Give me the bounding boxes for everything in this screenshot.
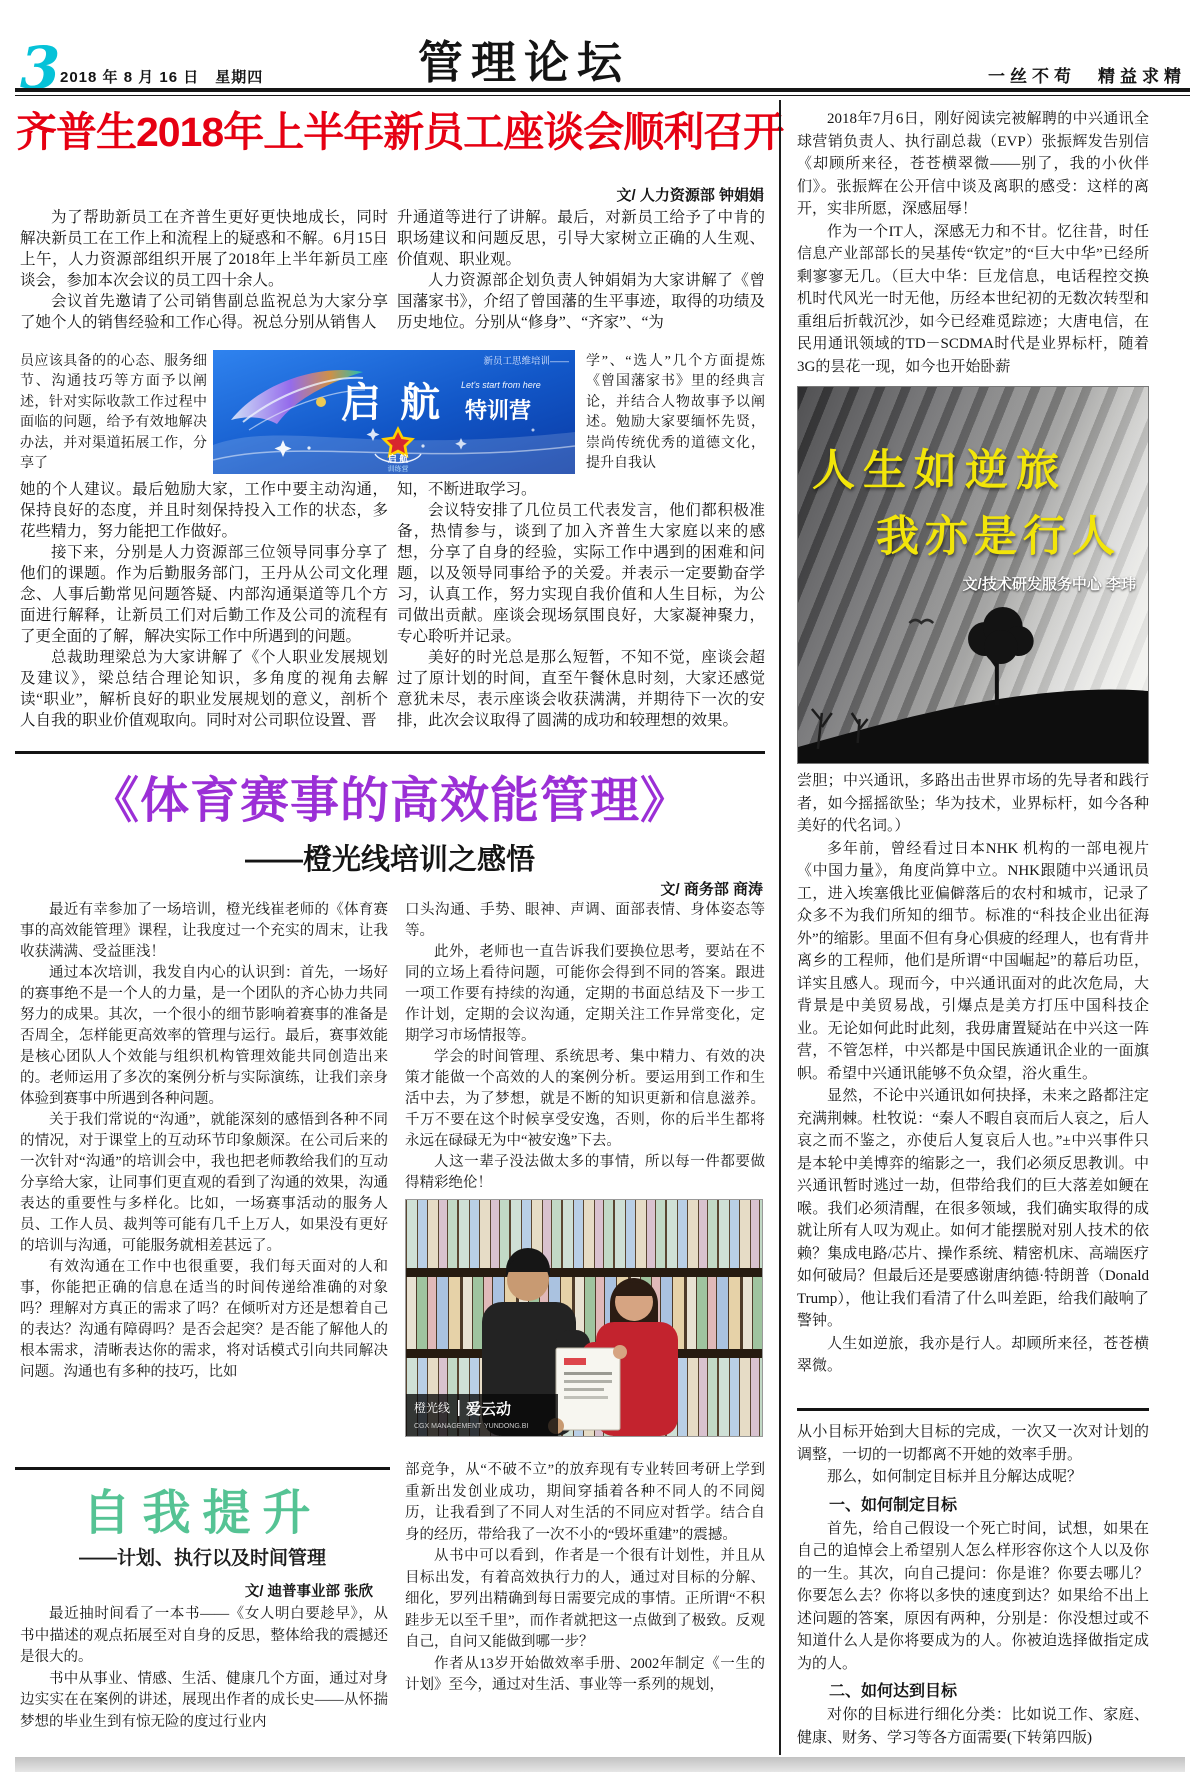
article1-col1-block1 — [20, 207, 388, 349]
paragraph: 她的个人建议。最后勉励大家，工作中要主动沟通，保持良好的态度，并且时刻保持投入工作的状态，多花些精力，努力能把工作做好。 — [20, 481, 388, 540]
masthead-slogan: 一丝不苟 精益求精 — [988, 67, 1186, 86]
paragraph: 最近有幸参加了一场培训，橙光线崔老师的《体育赛事的高效能管理》课程，让我度过一个充实的周末，让我收获满满、受益匪浅！ — [20, 902, 388, 960]
paragraph: 书中从事业、情感、生活、健康几个方面，通过对身边实实在在案例的讲述，展现出作者的成长史——从怀揣梦想的毕业生到有惊无险的度过行业内 — [20, 1670, 388, 1730]
svg-text:启 航: 启 航 — [387, 454, 409, 464]
paragraph: 为了帮助新员工在齐普生更好更快地成长，同时解决新员工在工作上和流程上的疑惑和不解。6月15日上午，人力资源部组织开展了2018年上半年新员工座谈会，参加本次会议的员工四十余人。 — [20, 209, 388, 289]
banner-slogan-en: Let's start from here — [461, 380, 541, 390]
paragraph: 对你的目标进行细化分类：比如说工作、家庭、健康、财务、学习等各方面需要(下转第四版) — [797, 1707, 1149, 1746]
banner-tagline: 新员工思维培训—— — [483, 356, 569, 367]
paragraph: 多年前，曾经看过日本NHK 机构的一部电视片《中国力量》，角度尚算中立。NHK跟随中兴通讯员工，进入埃塞俄比亚偏僻落后的农村和城市，记录了众多不为我们所知的细节。标准的“科技企业出征海外”的缩影。里面不但有身心俱疲的经理人，也有背井离乡的工程师，他们是所谓“中国崛起”的幕后功臣，详实且感人。现而今，中兴通讯面对的此次危局，大背景是中美贸易战，引爆点是美方打压中国科技企业。无论如何此时此刻，我毋庸置疑站在中兴这一阵营，不管怎样，中兴都是中国民族通讯企业的一面旗帜。希望中兴通讯能够不负众望，浴火重生。 — [797, 840, 1149, 1082]
svg-text:训练营: 训练营 — [387, 466, 409, 473]
paragraph: 会议首先邀请了公司销售副总监祝总为大家分享了她个人的销售经验和工作心得。祝总分别从销售人 — [20, 293, 388, 331]
paragraph: 人力资源部企划负责人钟娟娟为大家讲解了《曾国藩家书》，介绍了曾国藩的生平事迹，取得的功绩及历史地位。分别从“修身”、“齐家”、“为 — [397, 272, 765, 331]
photo-watermark — [406, 1394, 558, 1436]
svg-text:爱云动: 爱云动 — [466, 1401, 512, 1418]
paragraph: 那么，如何制定目标并且分解达成呢？ — [827, 1469, 1083, 1485]
paragraph: 接下来，分别是人力资源部三位领导同事分享了他们的课题。作为后勤服务部门，王丹从公司文化理念、人事后勤常见问题答疑、内部沟通渠道等几个方面进行解释，让新员工们对后勤工作及公司的流程有了更全面的了解，解决实际工作中所遇到的问题。 — [20, 544, 388, 645]
paragraph: 会议特安排了几位员工代表发言，他们都积极准备，热情参与，谈到了加入齐普生大家庭以来的感想，分享了自身的经验，实际工作中遇到的困难和问题，以及领导同事给予的关爱。并表示一定要勤奋学习，认真工作，努力实现自我价值和人生目标，为公司做出贡献。座谈会现场氛围良好，大家凝神聚力，专心聆听并记录。 — [397, 502, 765, 645]
paragraph: 显然，不论中兴通讯如何抉择，未来之路都注定充满荆棘。杜牧说：“秦人不暇自哀而后人哀之，后人哀之而不鉴之，亦使后人复哀后人也。”±中兴事件只是本轮中美博弈的缩影之一，我们必须反思教训。中兴通讯暂时逃过一劫，但带给我们的巨大落差如鲠在喉。我们必须清醒，在很多领域，我们确实取得的成就让所有人叹为观止。如何才能摆脱对别人技术的依赖？集成电路/芯片、操作系统、精密机床、高端医疗如何破局？但最后还是要感谢唐纳德·特朗普（Donald Trump），他让我们看清了什么叫差距，给我们敲响了警钟。 — [797, 1088, 1149, 1329]
paragraph: 人生如逆旅，我亦是行人。却顾所来径，苍苍横翠微。 — [797, 1335, 1149, 1374]
paragraph: 通过本次培训，我发自内心的认识到：首先，一场好的赛事绝不是一个人的力量，是一个团队的齐心协力共同努力的成果。其次，一个很小的细节影响着赛事的准备是否周全，怎样能更高效率的管理与运行。最后，赛事效能是核心团队人个效能与组织机构管理效能共同创造出来的。老师运用了多次的案例分析与实际演练，让我们亲身体验到赛事中所遇到各种问题。 — [20, 965, 388, 1107]
paragraph: 知，不断进取学习。 — [397, 481, 537, 498]
certificate — [548, 1345, 627, 1434]
paragraph: 学”、“选人”几个方面提炼《曾国藩家书》里的经典言论，并结合人物故事予以阐述。勉励大家要缅怀先贤，崇尚传统优秀的道德文化，提升自我认 — [586, 354, 765, 472]
article3-col2 — [405, 900, 765, 1456]
section-masthead: 管理论坛 — [418, 36, 631, 89]
divider-rule — [15, 1467, 390, 1470]
paragraph: 学会的时间管理、系统思考、集中精力、有效的决策才能做一个高效的人的案例分析。要运用到工作和生活中去，为了梦想，就是不断的知识更新和信息滋养。千万不要在这个时候享受安逸，否则，你的后半生都将永远在碌碌无为中“被安逸”下去。 — [405, 1049, 765, 1149]
article1-col2-narrow — [586, 352, 765, 474]
article2-column — [797, 108, 1149, 1405]
article1-col1-block2 — [20, 479, 388, 749]
svg-text:橙光线: 橙光线 — [414, 1401, 451, 1415]
paragraph: 总裁助理梁总为大家讲解了《个人职业发展规划及建议》，梁总结合理论知识，多角度的视角去解读“职业”，解析良好的职业发展规划的意义，剖析个人自我的职业价值观取向。同时对公司职位设置、晋 — [20, 649, 388, 729]
section-heading: 一、如何制定目标 — [829, 1496, 958, 1514]
paragraph: 有效沟通在工作中也很重要，我们每天面对的人和事，你能把正确的信息在适当的时间传递给准确的对象吗？理解对方真正的需求了吗？在倾听对方还是想着自己的表达？沟通有障碍吗？是否会起突？是否能了解他人的根本需求，清晰表达你的需求，将对话模式引向共同解决问题。沟通也有多种的技巧，比如 — [20, 1259, 388, 1380]
article4-headline: 自我提升 — [82, 1487, 323, 1540]
header-rule — [15, 88, 1190, 96]
article4-byline: 文/ 迪普事业部 张欣 — [244, 1584, 373, 1600]
paragraph: 员应该具备的的心态、服务细节、沟通技巧等方面予以阐述，针对实际收款工作过程中面临的问题，给予有效地解决办法，并对渠道拓展工作，分享了 — [20, 354, 207, 472]
article1-byline: 文/ 人力资源部 钟娟娟 — [616, 187, 764, 204]
date: 2018 年 8 月 16 日 星期四 — [60, 69, 264, 86]
photo-title-line2: 我亦是行人 — [876, 513, 1121, 561]
article4-subtitle: ——计划、执行以及时间管理 — [78, 1548, 326, 1569]
article3-headline: 《体育赛事的高效能管理》 — [89, 774, 690, 828]
training-banner-image — [213, 350, 575, 474]
article1-headline: 齐普生2018年上半年新员工座谈会顺利召开 — [16, 109, 784, 155]
section-heading: 二、如何达到目标 — [829, 1683, 958, 1700]
article1-col2-block2 — [397, 479, 765, 749]
article4-col1 — [20, 1604, 388, 1754]
paragraph: 尝胆；中兴通讯，多路出击世界市场的先导者和践行者，如今摇摇欲坠；华为技术，业界标杆，如今各种美好的代名词。） — [797, 773, 1149, 834]
banner-subtitle: 特训营 — [465, 398, 532, 423]
article4-col2 — [405, 1460, 765, 1752]
svg-text:CGX MANAGEMENT: CGX MANAGEMENT — [414, 1423, 482, 1430]
photo-title-line1: 人生如逆旅 — [812, 447, 1067, 495]
page-bottom-edge — [15, 1757, 1185, 1772]
column-divider-rule — [779, 100, 781, 1755]
photo-byline: 文/技术研发服务中心 李玮 — [962, 576, 1136, 593]
paragraph: 最近抽时间看了一本书——《女人明白要趁早》，从书中描述的观点拓展至对自身的反思，整体给我的震撼还是很大的。 — [20, 1606, 388, 1665]
bird-icon — [909, 620, 933, 623]
article3-subtitle: ——橙光线培训之感悟 — [244, 844, 535, 876]
paragraph: 升通道等进行了讲解。最后，对新员工给予了中肯的职场建议和问题反思，引导大家树立正确的人生观、价值观、职业观。 — [397, 209, 765, 268]
article4-continuation-column — [797, 1421, 1149, 1759]
paragraph: 此外，老师也一直告诉我们要换位思考，要站在不同的立场上看待问题，可能你会得到不同的答案。跟进一项工作要有持续的沟通，定期的书面总结及下一步工作计划，定期的会议沟通，定期关注工作异常变化，定期学习市场情报等。 — [405, 944, 765, 1044]
article3-col1 — [20, 900, 388, 1455]
training-certificate-photo — [405, 1199, 763, 1437]
paragraph: 部竞争，从“不破不立”的放弃现有专业转回考研上学到重新出发创业成功，期间穿插着各种不同人的不同阅历，让我看到了不同人对生活的不同应对哲学。结合自身的经历，带给我了一次不小的“毁坏重建”的震撼。 — [405, 1462, 765, 1543]
article1-col1-narrow — [20, 352, 207, 474]
article1-col2-block1 — [397, 207, 765, 349]
paragraph: 作为一个IT人，深感无力和不甘。忆往昔，时任信息产业部部长的吴基传“钦定”的“巨大中华”已经所剩寥寥无几。（巨大中华：巨龙信息，电话程控交换机时代风光一时无他，历经本世纪初的无数次转型和重组后折戟沉沙，如今已经难觅踪迹；大唐电信，在民用通讯领域的TD－SCDMA时代是业界标杆，随着3G的昙花一现，如今也开始卧薪 — [797, 223, 1149, 375]
divider-rule — [15, 751, 765, 754]
paragraph: 口头沟通、手势、眼神、声调、面部表情、身体姿态等等。 — [405, 902, 765, 939]
page-number: 3 — [20, 34, 61, 102]
paragraph: 作者从13岁开始做效率手册、2002年制定《一生的计划》至今，通过对生活、事业等一系列的规划， — [405, 1655, 765, 1693]
essay-title-photo — [797, 386, 1149, 764]
paragraph: 从小目标开始到大目标的完成，一次又一次对计划的调整，一切的一切都离不开她的效率手册。 — [797, 1424, 1149, 1463]
paragraph: 从书中可以看到，作者是一个很有计划性，并且从目标出发，有着高效执行力的人，通过对目标的分解、细化，罗列出精确到每日需要完成的事情。正所谓“不积跬步无以至千里”，而作者就把这一点做到了极致。反观自己，自问又能做到哪一步？ — [405, 1548, 765, 1650]
tree-silhouette-icon — [798, 607, 1148, 763]
paragraph: 人这一辈子没法做太多的事情，所以每一件都要做得精彩绝伦！ — [405, 1154, 765, 1191]
svg-text:YUNDONG.BI: YUNDONG.BI — [484, 1423, 529, 1430]
paragraph: 关于我们常说的“沟通”，就能深刻的感悟到各种不同的情况，对于课堂上的互动环节印象颇深。在公司后来的一次针对“沟通”的培训会中，我也把老师教给我们的互动分享给大家，让同事们更直观的看到了沟通的效果，沟通表达的重要性与多样化。比如，一场赛事活动的服务人员、工作人员、裁判等可能有几千上万人，如果没有更好的培训与沟通，可能服务就相差甚远了。 — [20, 1112, 388, 1254]
paragraph: 2018年7月6日，刚好阅读完被解聘的中兴通讯全球营销负责人、执行副总裁（EVP）张振辉发告别信 《却顾所来径，苍苍横翠微——别了，我的小伙伴们》。张振辉在公开信中谈及离职的感受：这样的离开，实非所愿，深感屈辱！ — [797, 111, 1149, 217]
article3-byline: 文/ 商务部 商涛 — [660, 881, 763, 898]
paragraph: 美好的时光总是那么短暂，不知不觉，座谈会超过了原计划的时间，直至午餐休息时刻，大家还感觉意犹未尽，表示座谈会收获满满，并期待下一次的安排，此次会议取得了圆满的成功和较理想的效果。 — [397, 649, 765, 729]
banner-title: 启 航 — [341, 381, 445, 425]
divider-rule — [797, 1408, 1149, 1411]
paragraph: 首先，给自己假设一个死亡时间，试想，如果在自己的追悼会上希望别人怎么样形容你这个人以及你的一生。其次，向自己提问：你是谁？你要去哪儿？你要怎么去？你将以多快的速度到达？如果给不出上述问题的答案，原因有两种，分别是：你没想过或不知道什么人是你将要成为的人。你被迫选择做指定成为的人。 — [797, 1520, 1149, 1672]
